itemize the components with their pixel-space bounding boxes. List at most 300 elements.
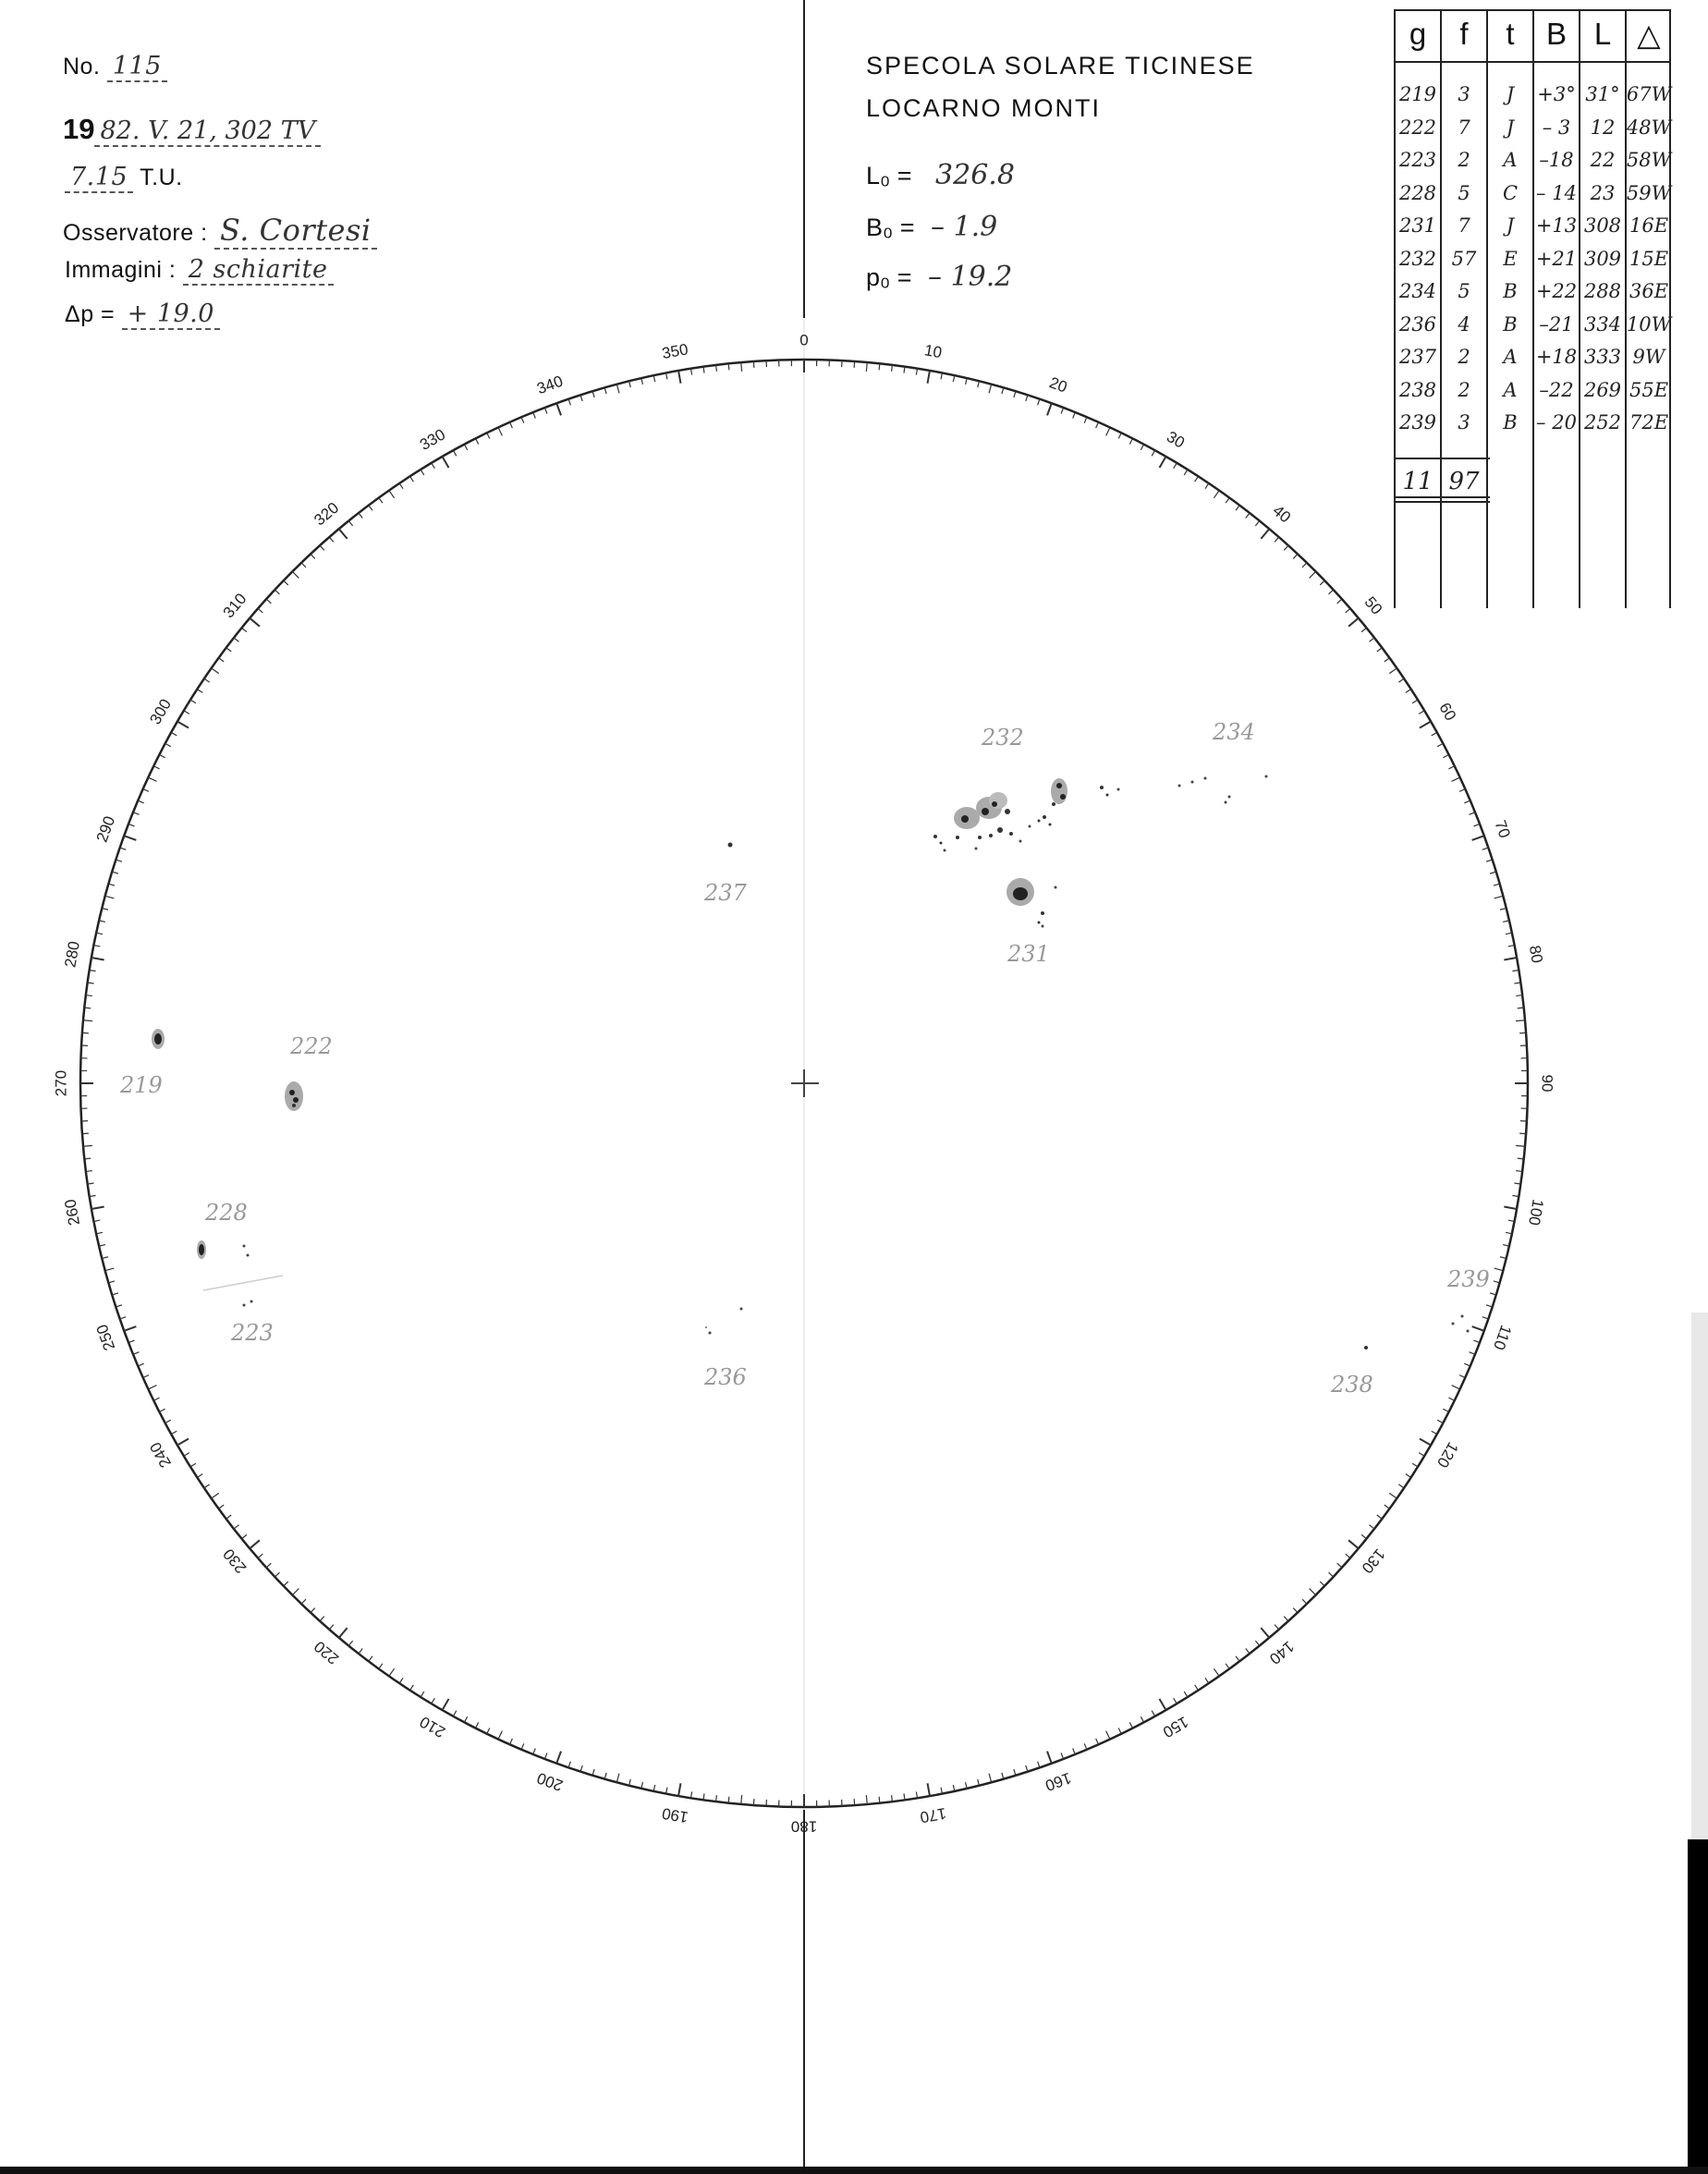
degree-tick <box>177 722 189 728</box>
degree-tick <box>1061 1753 1064 1759</box>
degree-tick <box>274 1572 279 1577</box>
table-cell: +22 <box>1535 280 1578 302</box>
table-cell: 223 <box>1398 149 1437 171</box>
degree-tick <box>1275 537 1279 542</box>
degree-label: 30 <box>1164 427 1188 452</box>
degree-tick <box>1118 433 1121 438</box>
degree-label: 50 <box>1360 592 1386 618</box>
degree-tick <box>1516 995 1522 996</box>
table-header-cell: f <box>1459 17 1469 51</box>
degree-tick <box>1195 476 1199 482</box>
degree-label: 260 <box>61 1197 84 1227</box>
degree-tick <box>879 1797 880 1803</box>
sunspot-table <box>1394 9 1671 610</box>
degree-tick <box>171 732 177 735</box>
degree-tick <box>1452 777 1460 781</box>
table-cell: 7 <box>1458 214 1470 237</box>
sunspot-group-232 <box>933 778 1068 852</box>
table-cell: 58W <box>1626 149 1672 171</box>
time-value: 7.15 <box>65 163 133 193</box>
degree-tick <box>311 554 315 558</box>
table-cell: 5 <box>1458 181 1470 204</box>
degree-label: 70 <box>1491 817 1514 841</box>
degree-label: 170 <box>918 1803 948 1826</box>
degree-tick <box>966 378 968 385</box>
degree-tick <box>219 658 225 662</box>
table-cell: A <box>1503 149 1518 171</box>
scan-edge-shadow <box>1691 1313 1708 1839</box>
table-cell: B <box>1503 411 1518 434</box>
degree-tick <box>1293 1608 1298 1613</box>
degree-tick <box>1486 860 1493 861</box>
sunspot-group-234 <box>1100 776 1268 804</box>
table-cell: 67W <box>1626 83 1672 105</box>
sunspot-group-231 <box>1006 878 1057 928</box>
degree-tick <box>266 1563 271 1568</box>
table-cell: 231 <box>1398 214 1437 237</box>
degree-tick <box>410 1685 414 1691</box>
degree-tick <box>1437 1420 1443 1423</box>
degree-tick <box>311 1608 315 1613</box>
l0-label: L₀ = <box>866 162 912 189</box>
degree-tick <box>716 365 717 372</box>
degree-tick <box>159 755 165 758</box>
degree-tick <box>476 1722 479 1728</box>
degree-tick <box>204 1484 210 1488</box>
degree-label: 150 <box>1159 1712 1192 1741</box>
table-cell: 2 <box>1458 346 1470 368</box>
degree-tick <box>1346 608 1350 613</box>
number-label: No. <box>63 54 101 79</box>
table-cell: 269 <box>1583 378 1622 401</box>
degree-tick <box>116 860 122 861</box>
degree-tick <box>1412 700 1418 703</box>
table-cell: +21 <box>1535 247 1578 270</box>
degree-tick <box>1443 755 1448 758</box>
degree-tick <box>728 1797 729 1803</box>
degree-label: 250 <box>92 1322 119 1353</box>
degree-tick <box>1320 1582 1324 1586</box>
degree-tick <box>258 608 262 613</box>
degree-tick <box>1490 872 1496 873</box>
degree-tick <box>453 450 456 456</box>
degree-tick <box>1398 678 1404 682</box>
degree-tick <box>99 1245 105 1247</box>
degree-tick <box>533 412 536 418</box>
degree-tick <box>1490 1293 1496 1295</box>
degree-tick <box>1516 1020 1525 1021</box>
table-cell: A <box>1503 378 1518 401</box>
degree-tick <box>741 362 742 372</box>
degree-label: 320 <box>311 498 343 530</box>
degree-label: 90 <box>1538 1074 1556 1093</box>
degree-tick <box>1174 1698 1177 1704</box>
degree-tick <box>320 545 324 550</box>
table-total-cell: 11 <box>1402 468 1434 495</box>
pencil-mark <box>203 1276 283 1290</box>
degree-tick <box>219 1505 225 1508</box>
degree-tick <box>866 1795 867 1804</box>
degree-tick <box>1096 422 1099 428</box>
degree-tick <box>1377 1515 1383 1519</box>
delta-p-value: + 19.0 <box>122 299 220 330</box>
degree-tick <box>1320 580 1324 585</box>
degree-tick <box>989 385 992 394</box>
degree-tick <box>133 812 139 815</box>
table-cell: A <box>1503 346 1518 368</box>
degree-tick <box>1129 1722 1132 1728</box>
degree-tick <box>112 1293 118 1295</box>
degree-tick <box>716 1795 717 1801</box>
degree-tick <box>1236 506 1239 511</box>
degree-tick <box>1152 1711 1154 1716</box>
degree-tick <box>1516 1171 1522 1172</box>
b0-label: B₀ = <box>866 214 915 241</box>
degree-tick <box>1469 1352 1474 1355</box>
degree-tick <box>1214 491 1219 498</box>
degree-tick <box>1014 1769 1016 1776</box>
b0-value: – 1.9 <box>931 211 998 243</box>
degree-tick <box>348 520 352 525</box>
degree-tick <box>241 1534 246 1538</box>
table-cell: 252 <box>1583 411 1622 434</box>
degree-label: 110 <box>1489 1323 1516 1352</box>
degree-tick <box>359 1648 362 1654</box>
group-label-232: 232 <box>982 725 1024 751</box>
degree-tick <box>99 921 105 922</box>
images-label: Immagini : <box>65 257 177 283</box>
degree-tick <box>1261 529 1269 539</box>
degree-tick <box>487 433 490 438</box>
degree-tick <box>510 422 513 428</box>
degree-label: 300 <box>146 695 176 728</box>
group-label-222: 222 <box>290 1033 333 1059</box>
sunspot-group-223 <box>243 1301 253 1307</box>
degree-tick <box>1473 1340 1480 1343</box>
degree-label: 240 <box>146 1438 176 1472</box>
degree-tick <box>234 638 239 641</box>
degree-tick <box>320 1617 324 1621</box>
degree-tick <box>369 506 372 511</box>
degree-tick <box>226 1515 232 1519</box>
table-cell: –22 <box>1539 378 1574 401</box>
degree-tick <box>1500 909 1507 910</box>
degree-tick <box>1464 800 1470 803</box>
degree-tick <box>1361 628 1366 631</box>
degree-tick <box>928 371 930 384</box>
degree-tick <box>138 800 143 803</box>
degree-tick <box>143 789 149 792</box>
degree-tick <box>432 463 435 469</box>
degree-tick <box>521 1743 524 1749</box>
degree-tick <box>102 1257 108 1259</box>
observatory-location: LOCARNO MONTI <box>866 94 1102 122</box>
table-cell: 222 <box>1398 116 1437 139</box>
degree-tick <box>1236 1656 1239 1662</box>
table-cell: 228 <box>1398 181 1437 204</box>
degree-tick <box>159 1409 165 1411</box>
degree-tick <box>359 513 362 519</box>
table-cell: 72E <box>1629 411 1669 434</box>
degree-tick <box>629 381 631 387</box>
degree-tick <box>1026 1765 1028 1772</box>
group-label-238: 238 <box>1331 1372 1373 1398</box>
table-cell: J <box>1506 83 1515 105</box>
degree-tick <box>120 848 127 849</box>
degree-tick <box>978 381 980 387</box>
table-header-cell: L <box>1593 17 1612 51</box>
degree-tick <box>1452 1386 1460 1389</box>
degree-tick <box>1337 1563 1342 1568</box>
date-prefix: 19 <box>63 113 95 145</box>
degree-tick <box>165 1420 171 1423</box>
observatory-name: SPECOLA SOLARE TICINESE <box>866 52 1255 79</box>
degree-tick <box>171 1431 177 1434</box>
degree-tick <box>953 1785 954 1791</box>
degree-tick <box>1205 1678 1209 1683</box>
degree-tick <box>1469 812 1474 815</box>
degree-tick <box>1246 513 1250 519</box>
degree-tick <box>1073 412 1076 418</box>
group-label-228: 228 <box>205 1200 248 1226</box>
degree-tick <box>86 995 92 996</box>
degree-label: 290 <box>92 813 119 845</box>
group-label-219: 219 <box>120 1072 163 1098</box>
table-cell: 232 <box>1398 247 1437 270</box>
degree-tick <box>1302 563 1307 568</box>
sunspot-group-222 <box>285 1081 303 1111</box>
degree-tick <box>1246 1648 1250 1654</box>
table-cell: –21 <box>1539 312 1574 336</box>
degree-tick <box>112 872 118 873</box>
degree-tick <box>1337 599 1342 604</box>
table-cell: 9W <box>1632 346 1665 368</box>
degree-tick <box>120 1317 127 1319</box>
degree-tick <box>1420 722 1431 728</box>
degree-tick <box>1504 958 1517 959</box>
degree-tick <box>212 1493 219 1498</box>
table-cell: B <box>1503 312 1518 336</box>
table-cell: – 14 <box>1536 181 1577 204</box>
degree-label: 20 <box>1046 373 1070 397</box>
degree-tick <box>1406 1474 1411 1478</box>
degree-tick <box>443 457 449 468</box>
degree-tick <box>226 648 232 652</box>
degree-tick <box>1506 933 1512 934</box>
degree-tick <box>1226 498 1229 504</box>
degree-tick <box>678 371 680 384</box>
group-label-239: 239 <box>1447 1266 1490 1292</box>
table-cell: 288 <box>1583 280 1622 302</box>
degree-tick <box>1448 1398 1454 1400</box>
degree-tick <box>241 628 246 631</box>
table-cell: 219 <box>1398 83 1437 105</box>
degree-tick <box>1348 1540 1359 1548</box>
table-cell: 12 <box>1590 116 1616 139</box>
table-cell: +3° <box>1537 83 1576 105</box>
degree-tick <box>284 1582 288 1586</box>
degree-label: 270 <box>52 1069 70 1097</box>
degree-tick <box>1459 1375 1465 1378</box>
degree-tick <box>1184 1692 1188 1697</box>
table-cell: – 20 <box>1536 411 1577 434</box>
degree-tick <box>1377 648 1383 652</box>
degree-tick <box>369 1656 372 1662</box>
degree-tick <box>84 1158 91 1159</box>
degree-tick <box>1184 470 1188 475</box>
degree-tick <box>1141 1716 1143 1722</box>
degree-tick <box>1106 427 1110 435</box>
degree-tick <box>580 1765 582 1772</box>
degree-tick <box>580 395 582 401</box>
degree-tick <box>284 580 288 585</box>
table-cell: 31° <box>1585 83 1620 105</box>
degree-tick <box>301 563 306 568</box>
table-cell: +13 <box>1535 214 1578 237</box>
degree-tick <box>165 743 171 746</box>
degree-tick <box>464 445 467 450</box>
degree-tick <box>978 1779 980 1786</box>
degree-tick <box>653 375 654 382</box>
degree-tick <box>124 1326 136 1331</box>
degree-label: 130 <box>1358 1545 1389 1577</box>
degree-tick <box>204 678 210 682</box>
number-value: 115 <box>107 52 167 82</box>
degree-tick <box>83 1020 92 1021</box>
degree-tick <box>1275 1625 1279 1630</box>
degree-tick <box>1084 1743 1087 1749</box>
degree-tick <box>1361 1534 1366 1538</box>
degree-label: 140 <box>1265 1637 1298 1668</box>
degree-tick <box>1346 1554 1350 1558</box>
degree-tick <box>379 1664 383 1669</box>
degree-tick <box>266 599 271 604</box>
degree-tick <box>592 391 594 397</box>
table-cell: 10W <box>1626 312 1672 336</box>
table-header-cell: △ <box>1637 18 1661 52</box>
degree-tick <box>1096 1739 1099 1744</box>
degree-label: 80 <box>1525 944 1546 965</box>
sunspot-group-236 <box>705 1308 743 1335</box>
degree-tick <box>1494 1268 1504 1271</box>
degree-tick <box>133 1352 139 1355</box>
degree-tick <box>629 1779 631 1786</box>
degree-tick <box>1500 1257 1507 1259</box>
scan-bottom-border <box>0 2167 1708 2174</box>
degree-tick <box>1284 1617 1288 1621</box>
sunspot-group-219 <box>152 1029 165 1049</box>
degree-tick <box>1482 848 1489 849</box>
degree-tick <box>1141 445 1143 450</box>
degree-tick <box>1472 836 1484 840</box>
degree-tick <box>1459 789 1465 792</box>
degree-tick <box>953 375 954 382</box>
table-cell: 23 <box>1590 181 1616 204</box>
degree-tick <box>1518 1158 1524 1159</box>
delta-p-label: Δp = <box>65 301 116 327</box>
degree-tick <box>1302 1599 1307 1604</box>
degree-tick <box>1398 1484 1404 1488</box>
table-cell: 309 <box>1583 247 1622 270</box>
degree-tick <box>1329 1572 1334 1577</box>
group-label-223: 223 <box>231 1320 274 1346</box>
degree-tick <box>138 1363 143 1366</box>
table-header-cell: B <box>1545 17 1567 51</box>
degree-tick <box>292 1589 299 1595</box>
degree-tick <box>1437 743 1443 746</box>
degree-tick <box>1106 1731 1110 1740</box>
degree-tick <box>1494 896 1504 898</box>
degree-tick <box>1419 711 1424 714</box>
degree-tick <box>1214 1668 1219 1676</box>
table-cell: 15E <box>1629 247 1669 270</box>
degree-tick <box>329 1625 334 1630</box>
degree-tick <box>250 1540 260 1548</box>
degree-tick <box>389 1668 395 1676</box>
degree-tick <box>1464 1363 1470 1366</box>
group-label-236: 236 <box>704 1364 747 1390</box>
degree-tick <box>1369 1525 1374 1529</box>
table-cell: 22 <box>1590 149 1616 171</box>
degree-tick <box>641 378 643 385</box>
observer-label: Osservatore : <box>63 220 208 246</box>
degree-tick <box>148 777 156 781</box>
degree-tick <box>421 470 424 475</box>
date-value: 82. V. 21, 302 TV <box>94 116 321 147</box>
degree-tick <box>379 498 383 504</box>
table-cell: 234 <box>1398 280 1437 302</box>
degree-tick <box>96 933 103 934</box>
degree-tick <box>250 618 260 627</box>
degree-tick <box>866 362 867 372</box>
time-unit: T.U. <box>140 165 183 190</box>
degree-tick <box>476 438 479 444</box>
degree-tick <box>153 766 159 769</box>
sunspot-group-228 <box>197 1240 250 1259</box>
table-cell: 3 <box>1458 83 1470 105</box>
degree-tick <box>892 365 893 372</box>
degree-tick <box>1293 554 1298 558</box>
degree-tick <box>274 590 279 594</box>
degree-label: 190 <box>660 1803 690 1826</box>
degree-tick <box>1385 658 1390 662</box>
degree-tick <box>83 1145 92 1146</box>
degree-tick <box>190 700 196 703</box>
degree-tick <box>592 1769 594 1776</box>
degree-tick <box>1516 1145 1525 1146</box>
degree-tick <box>92 1207 104 1209</box>
degree-tick <box>389 491 395 498</box>
degree-tick <box>105 1268 115 1271</box>
degree-tick <box>1152 450 1154 456</box>
table-header-cell: t <box>1506 17 1515 51</box>
degree-tick <box>1406 690 1411 693</box>
degree-tick <box>410 476 414 482</box>
degree-tick <box>1443 1409 1448 1411</box>
degree-label: 310 <box>219 590 250 622</box>
degree-tick <box>348 1641 352 1645</box>
degree-tick <box>1084 417 1087 422</box>
table-cell: C <box>1502 181 1519 204</box>
degree-tick <box>1389 1493 1397 1498</box>
scan-edge-dark <box>1688 1839 1708 2172</box>
degree-tick <box>212 668 219 674</box>
degree-tick <box>96 1232 103 1233</box>
degree-tick <box>92 958 104 959</box>
table-cell: 36E <box>1629 280 1669 302</box>
degree-tick <box>1503 921 1509 922</box>
degree-tick <box>339 1628 348 1638</box>
